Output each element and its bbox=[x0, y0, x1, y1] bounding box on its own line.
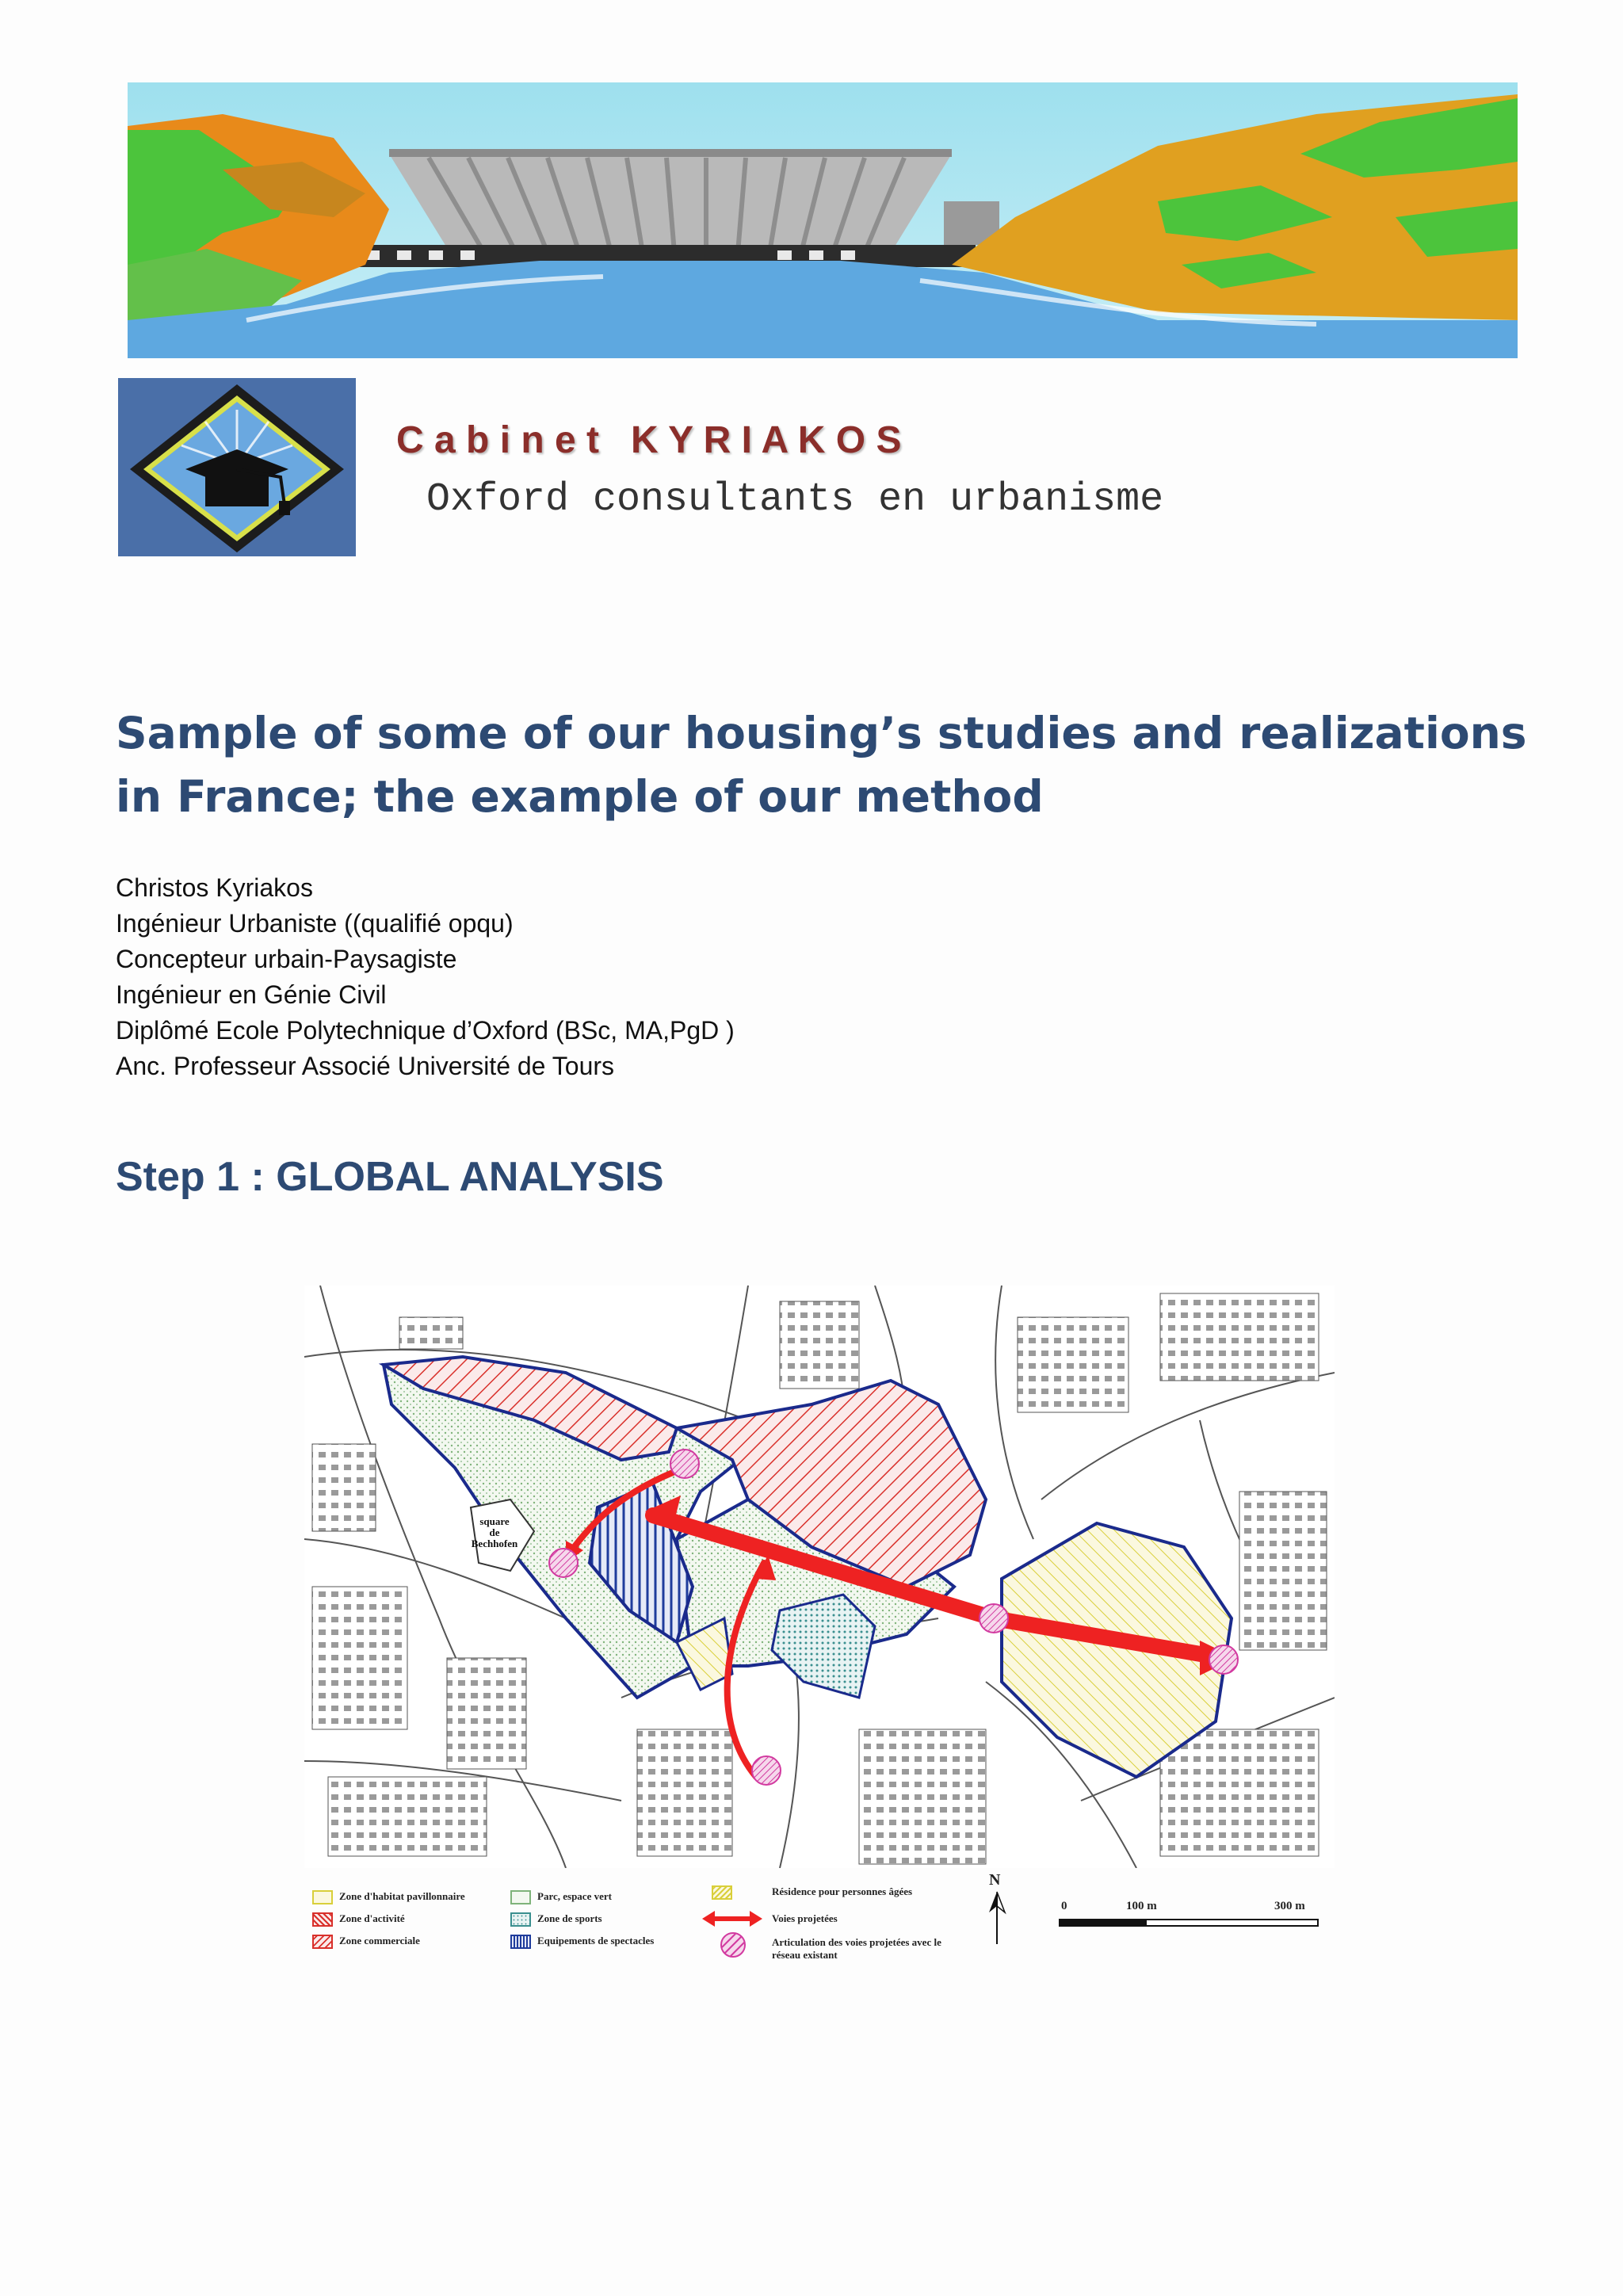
legend-swatch bbox=[510, 1890, 531, 1904]
map-place-label: Bechhofen bbox=[471, 1538, 518, 1549]
legend-swatch bbox=[510, 1912, 531, 1927]
author-credential: Ingénieur en Génie Civil bbox=[116, 980, 387, 1009]
map-place-label: square bbox=[479, 1515, 510, 1527]
author-credential: Ingénieur Urbaniste ((qualifié opqu) bbox=[116, 909, 514, 938]
graduation-cap-logo-icon bbox=[118, 378, 356, 556]
scale-bar bbox=[1059, 1917, 1320, 1928]
firm-name: C a b i n e t K Y R I A K O S bbox=[396, 419, 902, 461]
urban-analysis-map bbox=[304, 1286, 1335, 1868]
page-title-line-1: Sample of some of our housing’s studies and realizations bbox=[116, 708, 1527, 758]
author-name: Christos Kyriakos bbox=[116, 873, 313, 902]
scale-label: 100 m bbox=[1126, 1900, 1157, 1912]
firm-subtitle: Oxford consultants en urbanisme bbox=[426, 477, 1164, 522]
road-arrow-icon bbox=[701, 1909, 764, 1928]
author-credential: Concepteur urbain-Paysagiste bbox=[116, 945, 457, 973]
legend-swatch bbox=[312, 1912, 333, 1927]
dam-landscape-banner bbox=[128, 82, 1518, 358]
legend-label: Zone de sports bbox=[537, 1912, 602, 1924]
legend-swatch bbox=[312, 1935, 333, 1949]
legend-label: Equipements de spectacles bbox=[537, 1935, 655, 1946]
scale-label: 300 m bbox=[1274, 1900, 1305, 1912]
legend-label: Articulation des voies projetées avec le bbox=[772, 1936, 941, 1948]
legend-label: Résidence pour personnes âgées bbox=[772, 1885, 913, 1897]
author-block bbox=[116, 870, 735, 1084]
legend-label: Zone d'activité bbox=[339, 1912, 405, 1924]
map-place-label: de bbox=[489, 1526, 500, 1538]
map-legend bbox=[304, 1868, 1335, 1991]
page-title bbox=[116, 701, 1542, 828]
author-credential: Anc. Professeur Associé Université de Tours bbox=[116, 1052, 615, 1080]
legend-label: Zone commerciale bbox=[339, 1935, 420, 1946]
north-label: N bbox=[989, 1871, 1001, 1889]
legend-swatch bbox=[510, 1935, 531, 1949]
author-credential: Diplômé Ecole Polytechnique d’Oxford (BSc, MA,PgD ) bbox=[116, 1016, 735, 1045]
legend-label: Parc, espace vert bbox=[537, 1890, 612, 1902]
articulation-point-icon bbox=[720, 1931, 747, 1958]
legend-label: réseau existant bbox=[772, 1949, 838, 1961]
legend-label: Voies projetées bbox=[772, 1912, 838, 1924]
page-title-line-2: in France; the example of our method bbox=[116, 771, 1044, 822]
legend-swatch bbox=[312, 1890, 333, 1904]
scale-label: 0 bbox=[1061, 1900, 1067, 1912]
legend-swatch bbox=[712, 1885, 732, 1900]
legend-label: Zone d'habitat pavillonnaire bbox=[339, 1890, 465, 1902]
section-heading: Step 1 : GLOBAL ANALYSIS bbox=[116, 1154, 664, 1200]
north-arrow-icon bbox=[986, 1890, 1008, 1946]
